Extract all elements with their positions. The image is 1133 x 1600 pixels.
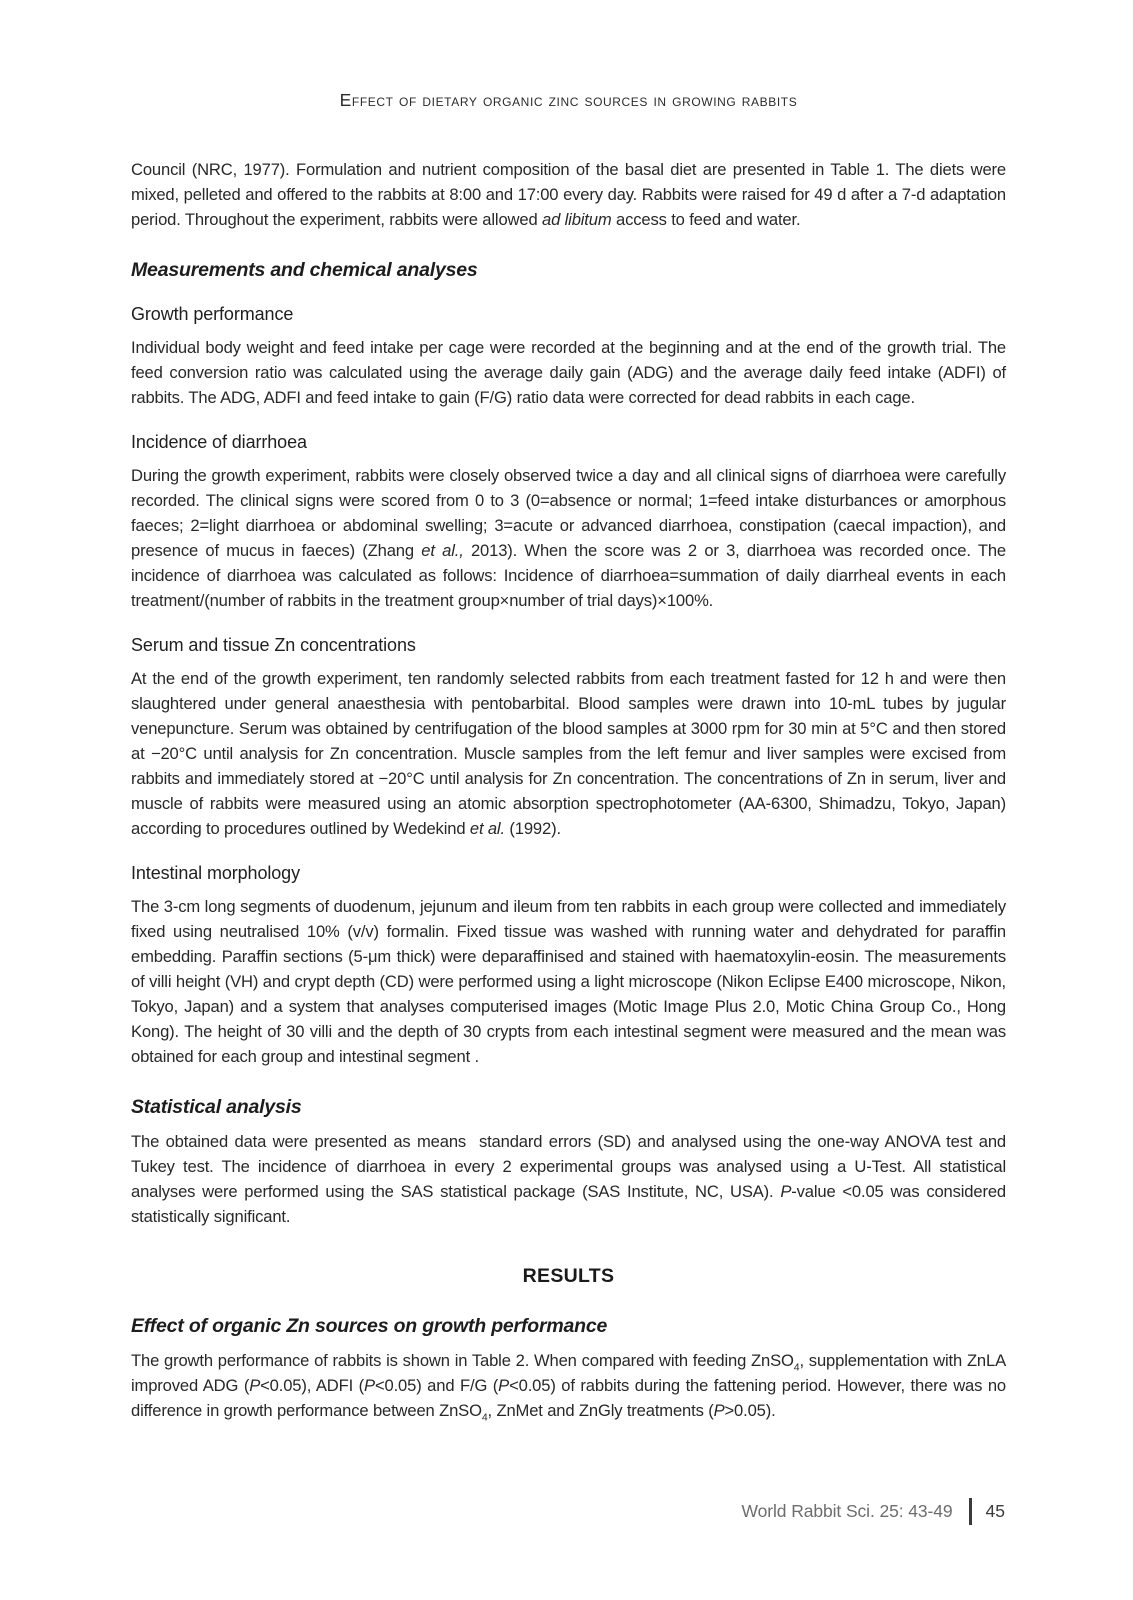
paragraph-serum-tissue-zn-concentrations: At the end of the growth experiment, ten randomly selected rabbits from each treatment fasted for 12 h and were then slaughtered under general anaesthesia with pentobarbital. Blood samples were drawn into 10-mL tubes by jugular venepuncture. Serum was obtained by centrifugation of the blood samples at 3000 rpm for 30 min at 5°C and then stored at −20°C until analysis for Zn concentration. Muscle samples from the left femur and liver samples were excised from rabbits and immediately stored at −20°C until analysis for Zn concentration. The concentrations of Zn in serum, liver and muscle of rabbits were measured using an atomic absorption spectrophotometer (AA-6300, Shimadzu, Tokyo, Japan) according to procedures outlined by Wedekind et al. (1992). [131, 669, 1006, 838]
footer-separator-bar [969, 1498, 972, 1525]
heading-statistical-analysis: Statistical analysis [131, 1096, 302, 1118]
subheading-serum-tissue-zn-concentrations: Serum and tissue Zn concentrations [131, 635, 416, 655]
footer-page-number: 45 [985, 1501, 1005, 1521]
heading-results: RESULTS [522, 1265, 615, 1287]
subheading-incidence-of-diarrhoea: Incidence of diarrhoea [131, 432, 307, 452]
heading-measurements-chemical-analyses: Measurements and chemical analyses [131, 259, 478, 281]
paragraph-effect-organic-zn-growth: The growth performance of rabbits is shown in Table 2. When compared with feeding ZnSO$_4$, supplementation with ZnLA improved ADG (P<0.05), ADFI (P<0.05) and F/G (P<0.05) of rabbits during the fattening period. However, there was no difference in growth performance between ZnSO$_4$, ZnMet and ZnGly treatments (P>0.05). [131, 1351, 1007, 1424]
text-column [131, 0, 1006, 1423]
heading-effect-organic-zn-growth: Effect of organic Zn sources on growth performance [131, 1315, 608, 1337]
running-head: Effect of dietary organic zinc sources in growing rabbits [339, 90, 798, 110]
footer-journal-citation: World Rabbit Sci. 25: 43-49 [741, 1501, 953, 1521]
paragraph-diet-preparation: Council (NRC, 1977). Formulation and nutrient composition of the basal diet are presented in Table 1. The diets were mixed, pelleted and offered to the rabbits at 8:00 and 17:00 every day. Rabbits were raised for 49 d after a 7-d adaptation period. Throughout the experiment, rabbits were allowed ad libitum access to feed and water. [131, 160, 1006, 229]
subheading-intestinal-morphology: Intestinal morphology [131, 863, 300, 883]
paragraph-intestinal-morphology: The 3-cm long segments of duodenum, jejunum and ileum from ten rabbits in each group were collected and immediately fixed using neutralised 10% (v/v) formalin. Fixed tissue was washed with running water and dehydrated for paraffin embedding. Paraffin sections (5-μm thick) were deparaffinised and stained with haematoxylin-eosin. The measurements of villi height (VH) and crypt depth (CD) were performed using a light microscope (Nikon Eclipse E400 microscope, Nikon, Tokyo, Japan) and a system that analyses computerised images (Motic Image Plus 2.0, Motic China Group Co., Hong Kong). The height of 30 villi and the depth of 30 crypts from each intestinal segment were measured and the mean was obtained for each group and intestinal segment . [131, 897, 1006, 1066]
paragraph-incidence-of-diarrhoea: During the growth experiment, rabbits were closely observed twice a day and all clinical signs of diarrhoea were carefully recorded. The clinical signs were scored from 0 to 3 (0=absence or normal; 1=feed intake disturbances or amorphous faeces; 2=light diarrhoea or abdominal swelling; 3=acute or advanced diarrhoea, constipation (caecal impaction), and presence of mucus in faeces) (Zhang et al., 2013). When the score was 2 or 3, diarrhoea was recorded once. The incidence of diarrhoea was calculated as follows: Incidence of diarrhoea=summation of daily diarrheal events in each treatment/(number of rabbits in the treatment group×number of trial days)×100%. [131, 466, 1006, 610]
page-footer [742, 1498, 1005, 1525]
paragraph-growth-performance: Individual body weight and feed intake per cage were recorded at the beginning and at the end of the growth trial. The feed conversion ratio was calculated using the average daily gain (ADG) and the average daily feed intake (ADFI) of rabbits. The ADG, ADFI and feed intake to gain (F/G) ratio data were corrected for dead rabbits in each cage. [131, 338, 1006, 407]
paragraph-statistical-analysis: The obtained data were presented as means standard errors (SD) and analysed using the one-way ANOVA test and Tukey test. The incidence of diarrhoea in every 2 experimental groups was analysed using a U-Test. All statistical analyses were performed using the SAS statistical package (SAS Institute, NC, USA). P-value <0.05 was considered statistically significant. [131, 1132, 1006, 1226]
subheading-growth-performance: Growth performance [131, 304, 294, 324]
